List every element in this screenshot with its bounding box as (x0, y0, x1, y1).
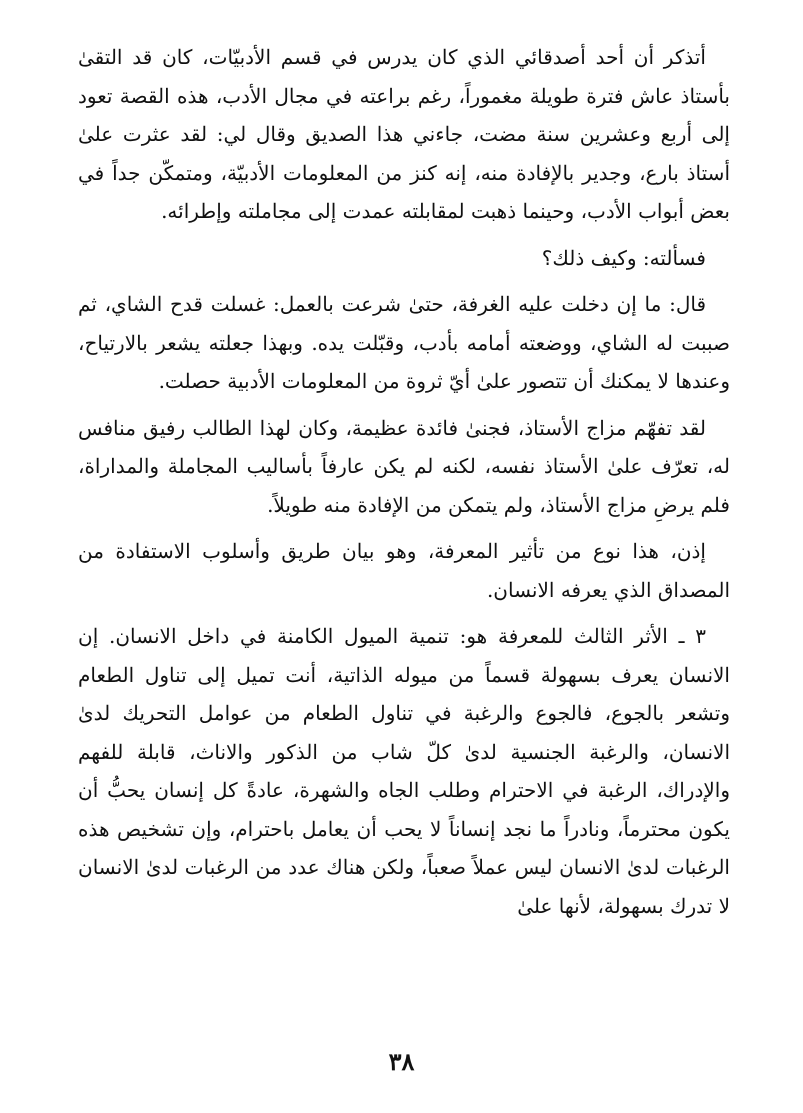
paragraph-4: لقد تفهّم مزاج الأستاذ، فجنىٰ فائدة عظيمة، وكان لهذا الطالب رفيق منافس له، تعرّف علىٰ الأستاذ نفسه، لكنه لم يكن عارفاً بأساليب المجاملة والمداراة، فلم يرضِ مزاج الأستاذ، ولم يتمكن من الإفادة منه طويلاً. (78, 415, 730, 517)
page-body (78, 38, 730, 933)
paragraph-1: أتذكر أن أحد أصدقائي الذي كان يدرس في قسم الأدبيّات، كان قد التقىٰ بأستاذ عاش فترة طويلة مغموراً، رغم براعته في مجال الأدب، هذه القصة تعود إلى أربع وعشرين سنة مضت، جاءني هذا الصديق وقال لي: لقد عثرت علىٰ أستاذ بارع، وجدير بالإفادة منه، إنه كنز من المعلومات الأدبيّة، ومتمكّن جداً في بعض أبواب الأدب، وحينما ذهبت لمقابلته عمدت إلى مجاملته وإطرائه. (78, 45, 730, 223)
paragraph-3: قال: ما إن دخلت عليه الغرفة، حتىٰ شرعت بالعمل: غسلت قدح الشاي، ثم صببت له الشاي، ووضعته أمامه بأدب، وقبّلت يده. وبهذا جعلته يشعر بالارتياح، وعندها لا يمكنك أن تتصور علىٰ أيّ ثروة من المعلومات الأدبية حصلت. (78, 292, 730, 393)
page-number: ٣٨ (388, 1047, 415, 1076)
paragraph-2: فسألته: وكيف ذلك؟ (541, 245, 706, 270)
paragraph-6: ٣ ـ الأثر الثالث للمعرفة هو: تنمية الميول الكامنة في داخل الانسان. إن الانسان يعرف بسهولة قسماً من ميوله الذاتية، أنت تميل إلى تناول الطعام وتشعر بالجوع، فالجوع والرغبة في تناول الطعام من عوامل التحريك لدىٰ الانسان، والرغبة الجنسية لدىٰ كلّ شاب من الذكور والاناث، قابلة للفهم والإدراك، الرغبة في الاحترام وطلب الجاه والشهرة، عادةً كل إنسان يحبُّ أن يكون محترماً، ونادراً ما نجد إنساناً لا يحب أن يعامل باحترام، وإن تشخيص هذه الرغبات لدىٰ الانسان ليس عملاً صعباً، ولكن هناك عدد من الرغبات لدىٰ الانسان لا تدرك بسهولة، لأنها علىٰ (78, 624, 730, 918)
paragraph-5: إذن، هذا نوع من تأثير المعرفة، وهو بيان طريق وأسلوب الاستفادة من المصداق الذي يعرفه الانسان. (78, 539, 730, 602)
